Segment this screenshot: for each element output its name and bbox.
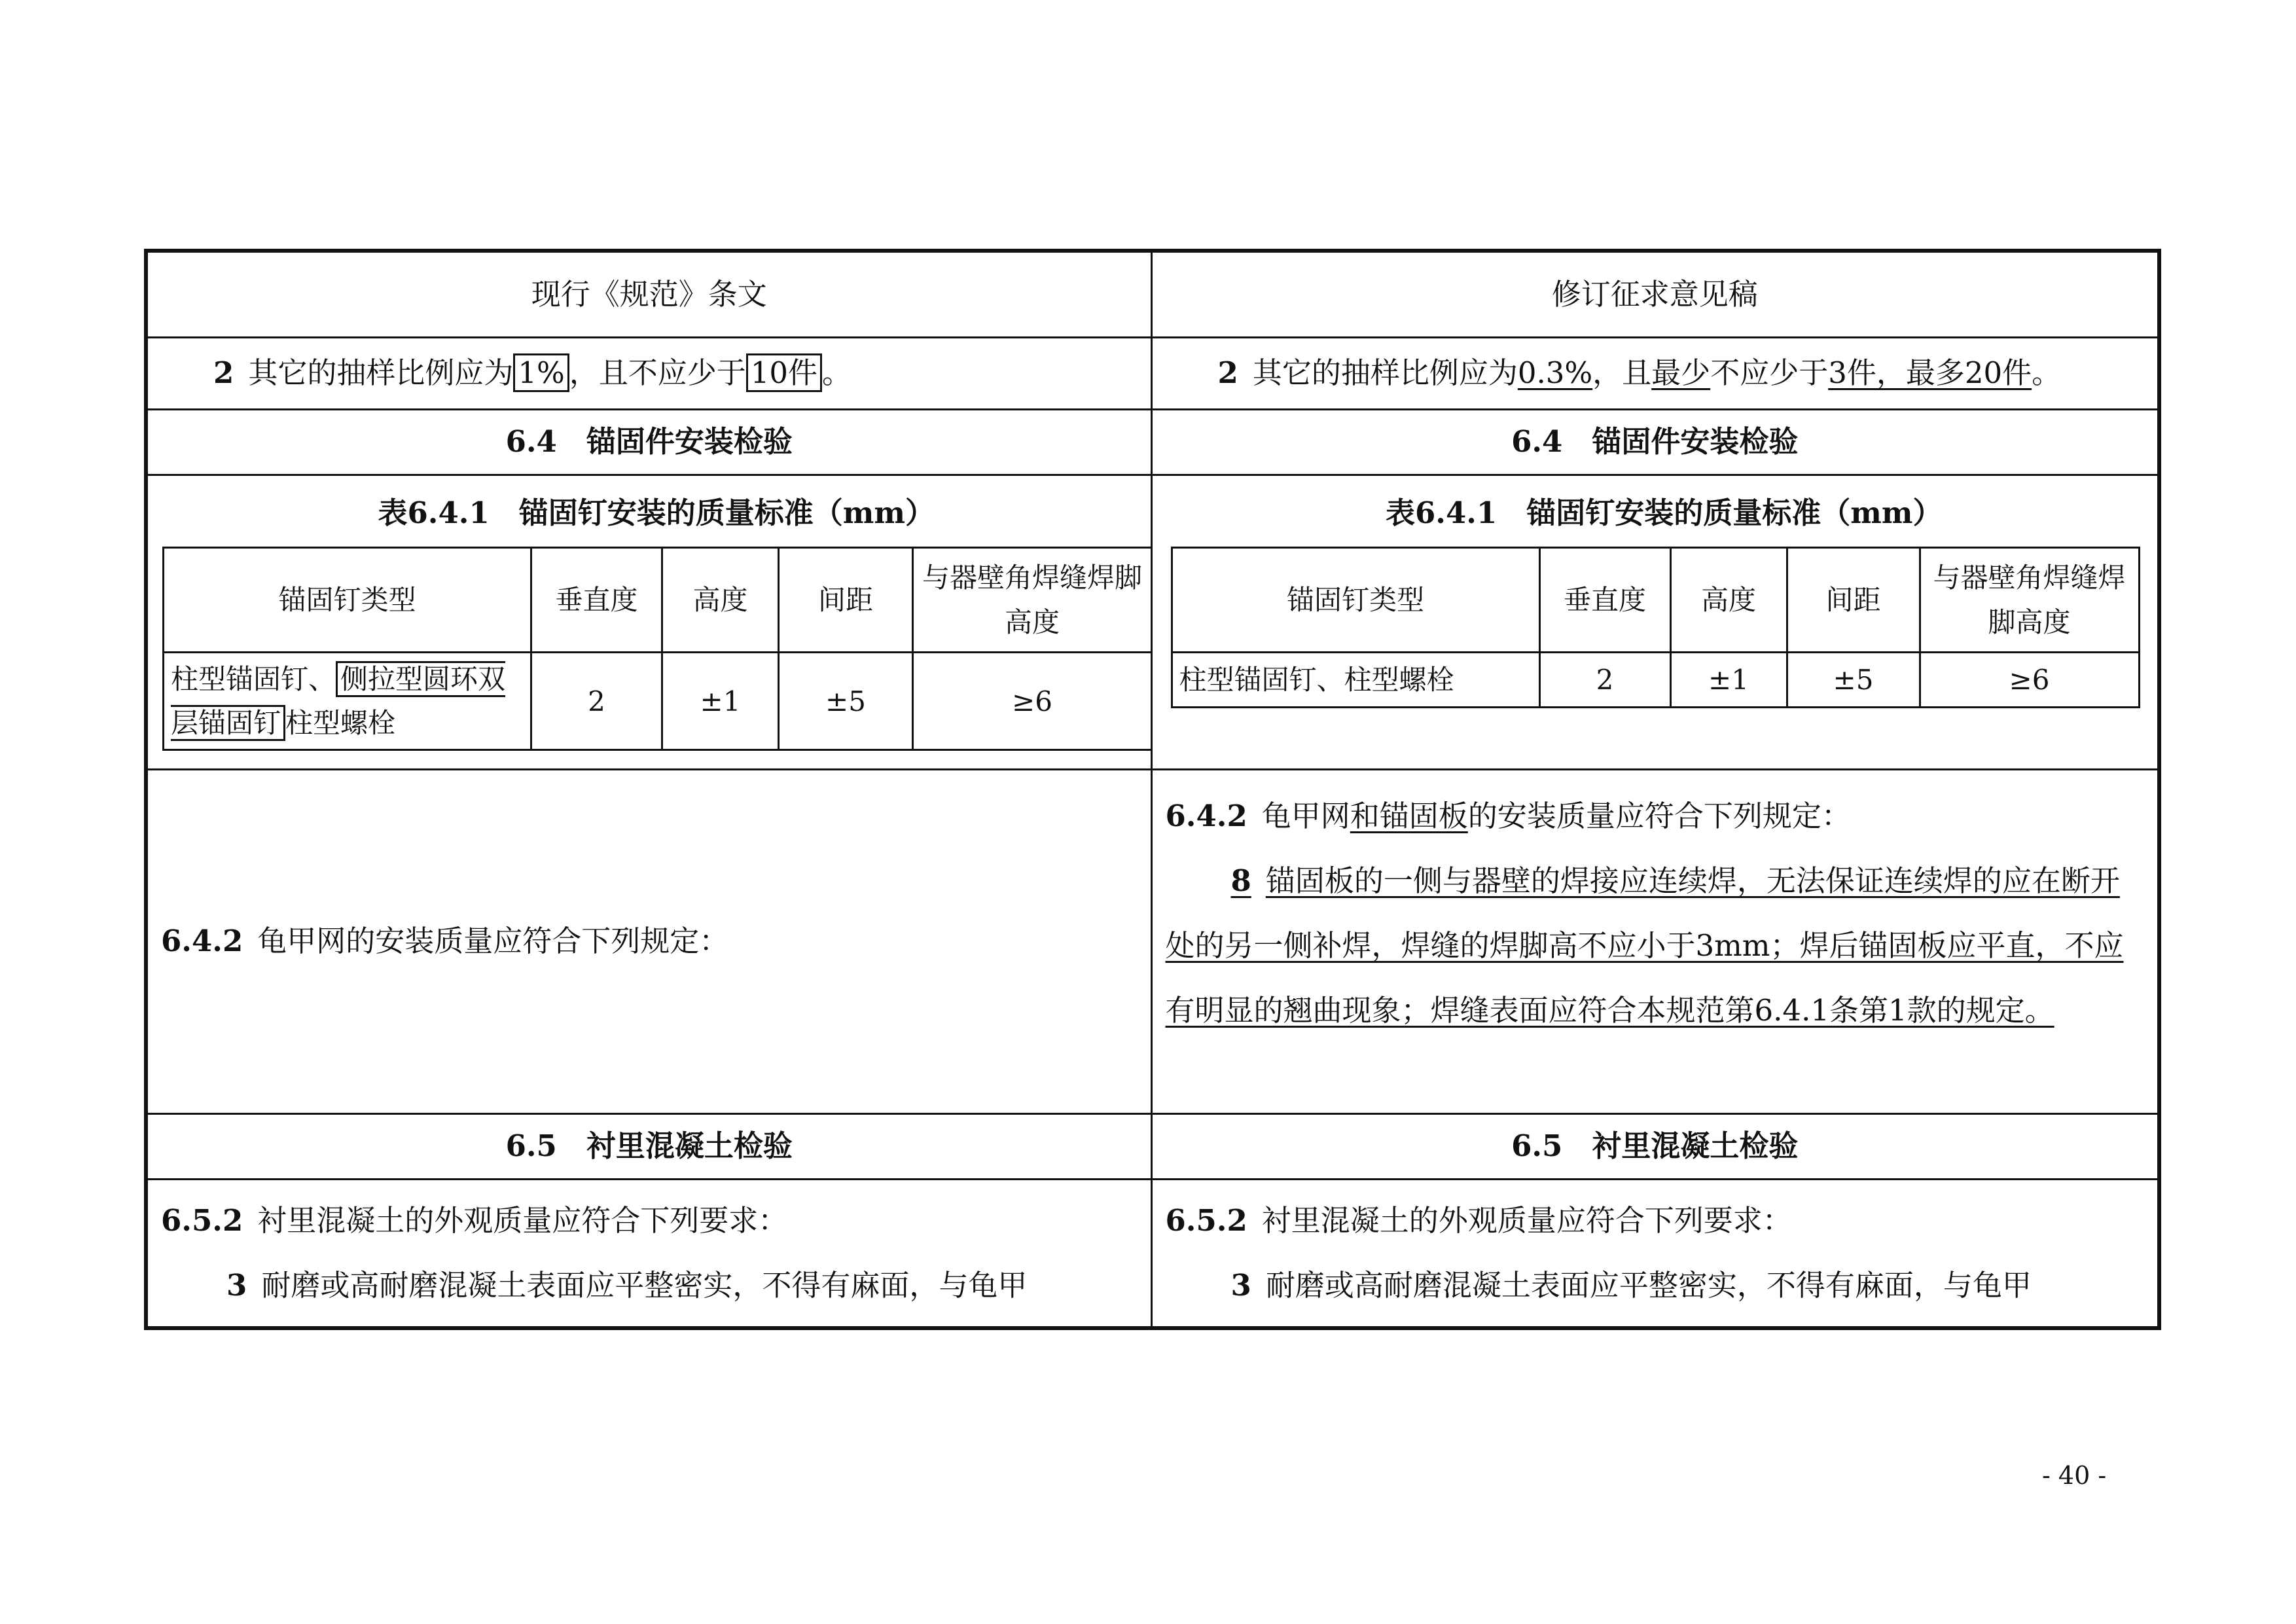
anchor-type-cell: 柱型锚固钉、柱型螺栓 <box>1172 653 1539 708</box>
value-height: ±1 <box>1670 653 1787 708</box>
section-6-5-revised: 6.5 衬里混凝土检验 <box>1151 1113 2159 1179</box>
col-header-verticality: 垂直度 <box>531 548 662 653</box>
boxed-count: 10件 <box>746 353 822 392</box>
col-header-height: 高度 <box>662 548 779 653</box>
value-verticality: 2 <box>1539 653 1670 708</box>
section-6-4-current: 6.4 锚固件安装检验 <box>146 409 1151 475</box>
value-weld-leg: ≥6 <box>1920 653 2139 708</box>
value-weld-leg: ≥6 <box>913 653 1152 750</box>
col-header-verticality: 垂直度 <box>1539 548 1670 653</box>
value-verticality: 2 <box>531 653 662 750</box>
table-641-revised-cell <box>1151 475 2159 769</box>
table-641-current-cell <box>146 475 1151 769</box>
sampling-ratio-revised: 2 其它的抽样比例应为0.3%，且最少不应少于3件，最多20件。 <box>1151 337 2159 409</box>
comparison-table <box>144 249 2161 1330</box>
boxed-anchor-type: 侧拉型圆环双层锚固钉 <box>171 661 505 741</box>
value-spacing: ±5 <box>1787 653 1920 708</box>
sampling-ratio-current: 2 其它的抽样比例应为 1% ，且不应少于 10件 。 <box>146 337 1151 409</box>
clause-6-4-2-current: 6.4.2 龟甲网的安装质量应符合下列规定： <box>146 769 1151 1113</box>
boxed-ratio: 1% <box>513 353 569 392</box>
table-641-current <box>162 547 1153 751</box>
value-height: ±1 <box>662 653 779 750</box>
col-header-weld-leg: 与器壁角焊缝焊脚高度 <box>913 548 1152 653</box>
clause-6-5-2-revised: 6.5.2 衬里混凝土的外观质量应符合下列要求： 3 耐磨或高耐磨混凝土表面应平整密实，不得有麻面，与龟甲 <box>1151 1179 2159 1328</box>
col-header-type: 锚固钉类型 <box>164 548 531 653</box>
col-header-spacing: 间距 <box>1787 548 1920 653</box>
col-header-weld-leg: 与器壁角焊缝焊脚高度 <box>1920 548 2139 653</box>
clause-6-4-2-revised: 6.4.2 龟甲网和锚固板的安装质量应符合下列规定： 8 锚固板的一侧与器壁的焊接应连续焊，无法保证连续焊的应在断开处的另一侧补焊，焊缝的焊脚高不应小于3mm；焊后锚固板应平直，不应有明显的翘曲现象；焊缝表面应符合本规范第6.4.1条第1款的规定。 <box>1151 769 2159 1113</box>
table-641-title-revised: 表6.4.1 锚固钉安装的质量标准（mm） <box>1386 495 1943 530</box>
page-number: - 40 - <box>2042 1461 2107 1490</box>
table-641-title: 表6.4.1 锚固钉安装的质量标准（mm） <box>378 495 935 530</box>
header-revision-draft: 修订征求意见稿 <box>1151 251 2159 337</box>
anchor-type-cell: 柱型锚固钉、 侧拉型圆环双层锚固钉 柱型螺栓 <box>164 653 531 750</box>
clause-6-5-2-current: 6.5.2 衬里混凝土的外观质量应符合下列要求： 3 耐磨或高耐磨混凝土表面应平整密实，不得有麻面，与龟甲 <box>146 1179 1151 1328</box>
col-header-spacing: 间距 <box>779 548 913 653</box>
col-header-height: 高度 <box>1670 548 1787 653</box>
header-current-clause: 现行《规范》条文 <box>146 251 1151 337</box>
col-header-type: 锚固钉类型 <box>1172 548 1539 653</box>
value-spacing: ±5 <box>779 653 913 750</box>
table-641-revised <box>1171 547 2140 708</box>
section-6-5-current: 6.5 衬里混凝土检验 <box>146 1113 1151 1179</box>
section-6-4-revised: 6.4 锚固件安装检验 <box>1151 409 2159 475</box>
